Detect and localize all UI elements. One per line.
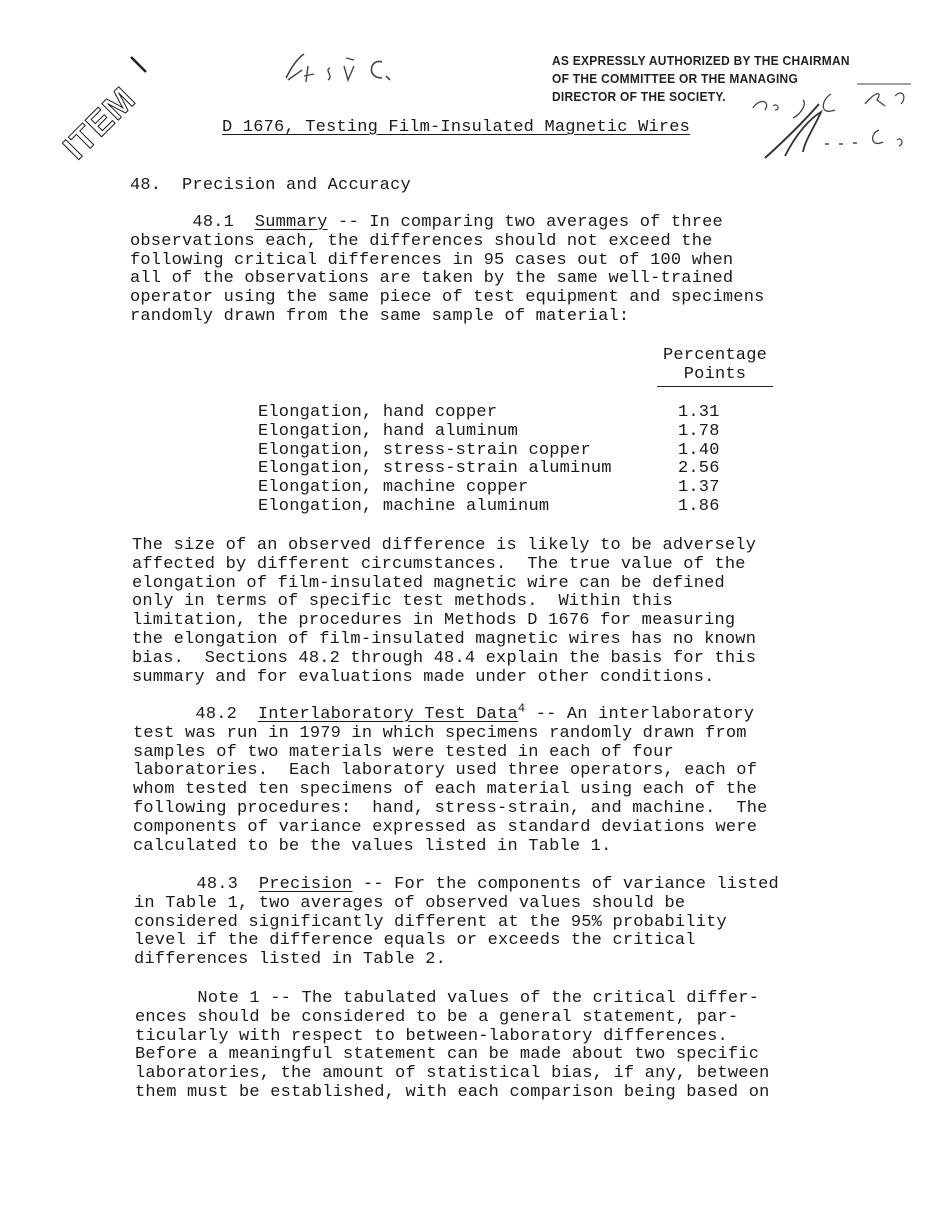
paragraph-observed-difference: The size of an observed difference is likely to be adversely affected by different circumstances. The true value of the elongation of film-insulated magnetic wire can be defined only in terms of specific test methods. Within this limitation, the procedures in Methods D 1676 for measuring the elongation of film-insulated magnetic wires has no known bias. Sections 48.2 through 48.4 explain the basis for this summary and for evaluations made under other conditions.: [132, 536, 757, 687]
table-row: Elongation, stress-strain copper 1.40: [258, 440, 720, 460]
interlaboratory-label: Interlaboratory Test Data: [257, 705, 518, 724]
document-title: D 1676, Testing Film-Insulated Magnetic Wires: [222, 118, 691, 137]
table-row: Elongation, hand copper 1.31: [258, 403, 720, 422]
stamp-slash-mark: [128, 54, 150, 76]
paragraph-first-line: 48.3 Precision -- For the components of variance listed: [196, 875, 779, 894]
section-heading: [130, 177, 411, 196]
table-row: Elongation, machine aluminum 1.86: [258, 496, 720, 516]
table-header: Percentage Points: [657, 347, 773, 387]
table-row: Elongation, stress-strain aluminum 2.56: [258, 459, 720, 479]
section-title: Precision and Accuracy: [182, 176, 411, 195]
paragraph-48-1: 48.1 Summary -- In comparing two averages of three observations each, the differences should not exceed the following critical differences in 95 cases out of 100 when all of the observations are taken by the same well-trained operator using the same piece of test equipment and specimens randomly drawn from the same sample of material:: [130, 213, 765, 326]
note-1: Note 1 -- The tabulated values of the critical differ- ences should be considered to be a general statement, par- ticularly with respect to between-laboratory differences. Before a meaningful statement can be made about two specific laboratories, the amount of statistical bias, if any, between them must be established, with each comparison being based on: [135, 989, 770, 1102]
table-row: Elongation, hand aluminum 1.78: [258, 421, 720, 441]
handwritten-mark: [278, 48, 408, 98]
approval-stamp: AS EXPRESSLY AUTHORIZED BY THE CHAIRMAN OF THE COMMITTEE OR THE MANAGING DIRECTOR OF THE SOCIETY.: [552, 53, 850, 104]
table-row: Elongation, machine copper 1.37: [258, 478, 720, 498]
section-number: 48.: [130, 176, 162, 195]
paragraph-first-line: 48.1 Summary -- In comparing two averages of three: [192, 213, 723, 232]
signature-scribble: [745, 70, 925, 170]
precision-label: Precision: [258, 875, 353, 894]
footnote-marker: 4: [517, 701, 526, 716]
item-stamp: ITEM: [56, 79, 144, 167]
summary-label: Summary: [254, 213, 328, 232]
paragraph-first-line: 48.2 Interlaboratory Test Data$^4$ -- An interlaboratory: [195, 701, 755, 724]
paragraph-48-2: 48.2 Interlaboratory Test Data$^4$ -- An interlaboratory test was run in 1979 in which specimens randomly drawn from samples of two materials were tested in each of four laboratories. Each laboratory used three operators, each of whom tested ten specimens of each material using each of the following procedures: hand, stress-strain, and machine. The components of variance expressed as standard deviations were calculated to be the values listed in Table 1.: [133, 701, 768, 856]
elongation-table: [258, 404, 720, 517]
paragraph-48-3: 48.3 Precision -- For the components of variance listed in Table 1, two averages of observed values should be considered significantly different at the 95% probability level if the difference equals or exceeds the critical differences listed in Table 2.: [134, 875, 779, 970]
